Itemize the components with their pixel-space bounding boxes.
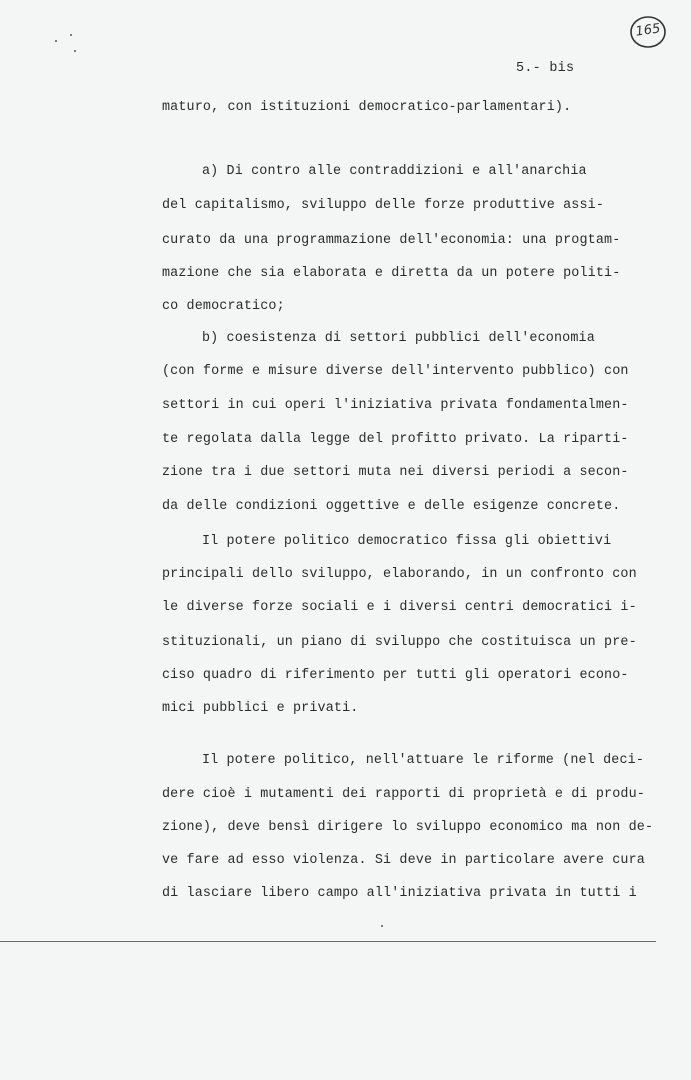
text-line: le diverse forze sociali e i diversi centri democratici i-	[162, 600, 637, 615]
text-line: mici pubblici e privati.	[162, 701, 359, 716]
text-line: ve fare ad esso violenza. Si deve in particolare avere cura	[162, 853, 645, 868]
text-line: del capitalismo, sviluppo delle forze produttive assi-	[162, 198, 605, 213]
text-line: stituzionali, un piano di sviluppo che costituisca un pre-	[162, 635, 637, 650]
text-line: mazione che sia elaborata e diretta da un potere politi-	[162, 266, 621, 281]
text-line: settori in cui operi l'iniziativa privata fondamentalmen-	[162, 398, 629, 413]
text-line: co democratico;	[162, 299, 285, 314]
text-line: zione), deve bensì dirigere lo sviluppo economico ma non de-	[162, 820, 654, 835]
text-line: zione tra i due settori muta nei diversi periodi a secon-	[162, 465, 629, 480]
scan-speck	[70, 34, 72, 36]
text-line: maturo, con istituzioni democratico-parlamentari).	[162, 100, 572, 115]
stamp-number: 165	[634, 21, 662, 40]
text-line: a) Di contro alle contraddizioni e all'anarchia	[202, 164, 587, 179]
text-line: Il potere politico, nell'attuare le riforme (nel deci-	[202, 753, 645, 768]
text-line: b) coesistenza di settori pubblici dell'economia	[202, 331, 595, 346]
text-line: principali dello sviluppo, elaborando, in un confronto con	[162, 567, 637, 582]
text-line: (con forme e misure diverse dell'intervento pubblico) con	[162, 364, 629, 379]
text-line: da delle condizioni oggettive e delle esigenze concrete.	[162, 499, 621, 514]
text-line: dere cioè i mutamenti dei rapporti di proprietà e di produ-	[162, 787, 645, 802]
text-line: curato da una programmazione dell'economia: una progtam-	[162, 233, 621, 248]
scan-speck	[55, 40, 57, 42]
scan-speck	[381, 925, 383, 927]
footer-rule	[0, 941, 656, 942]
page-number: 5.- bis	[516, 61, 575, 76]
text-line: te regolata dalla legge del profitto privato. La riparti-	[162, 432, 629, 447]
text-line: di lasciare libero campo all'iniziativa privata in tutti i	[162, 886, 637, 901]
text-line: Il potere politico democratico fissa gli obiettivi	[202, 534, 612, 549]
scan-speck	[74, 50, 76, 52]
archive-stamp	[628, 14, 668, 50]
text-line: ciso quadro di riferimento per tutti gli operatori econo-	[162, 668, 629, 683]
